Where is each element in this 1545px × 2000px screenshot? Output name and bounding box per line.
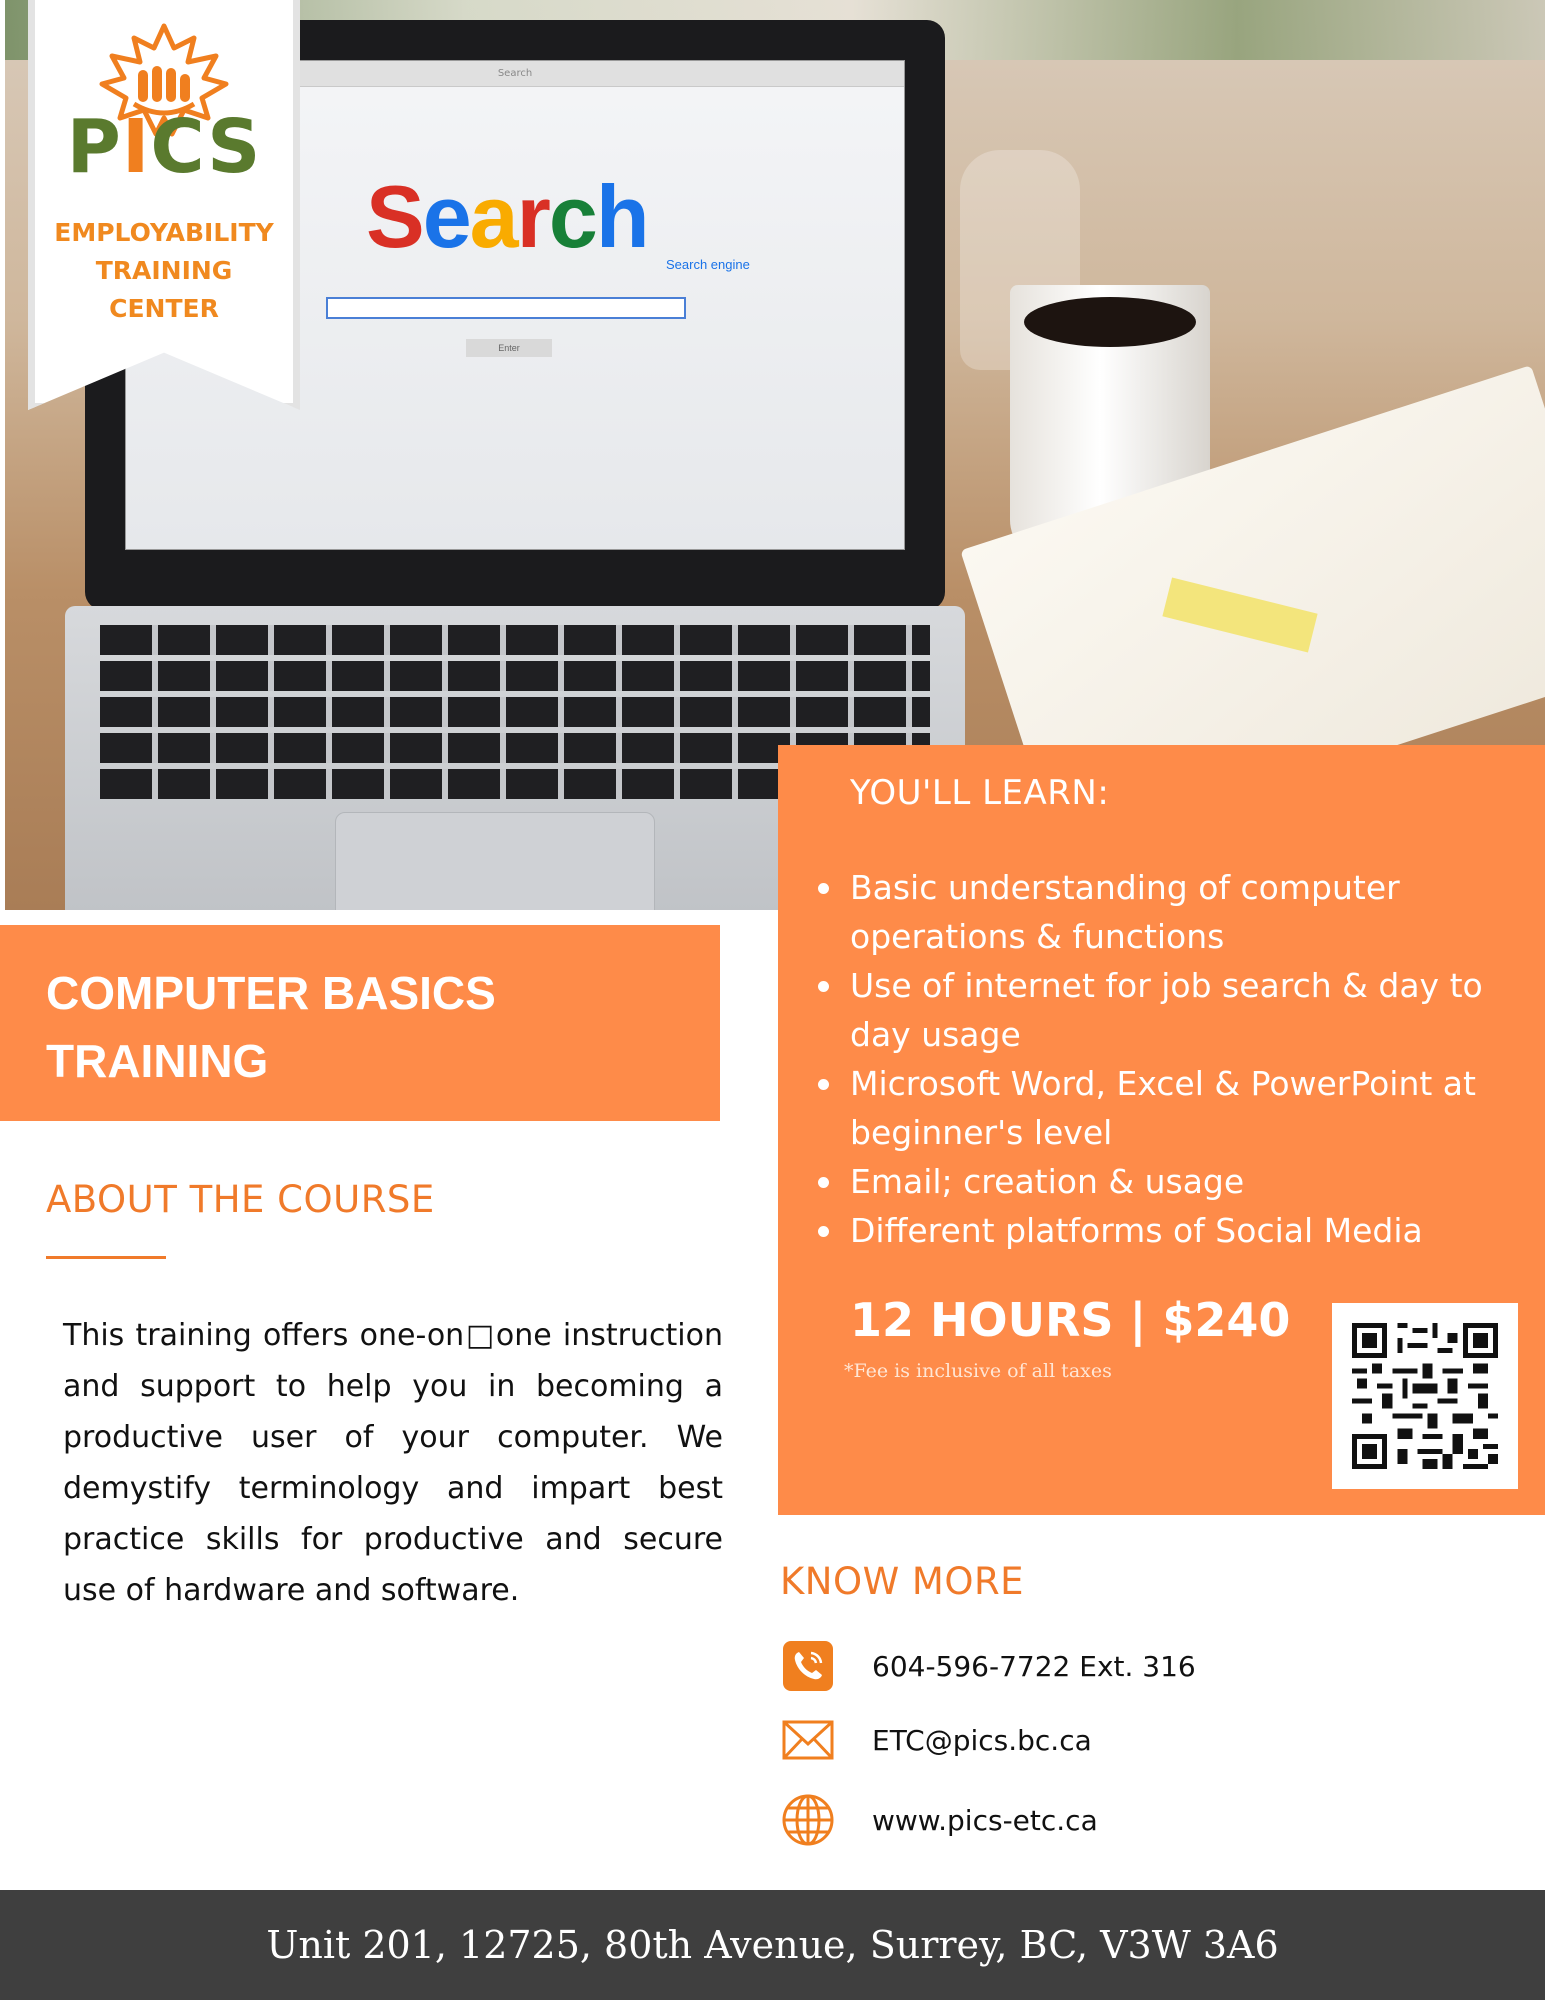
about-heading: ABOUT THE COURSE (46, 1178, 435, 1221)
envelope-icon (780, 1712, 836, 1768)
screen-search-box (326, 297, 686, 319)
qr-code-icon (1352, 1323, 1498, 1469)
learn-list (850, 863, 1510, 1255)
contact-website[interactable] (780, 1792, 1098, 1848)
trackpad (335, 812, 655, 910)
phone-icon (780, 1638, 836, 1694)
search-subtitle: Search engine (666, 257, 750, 272)
course-title-line-2: TRAINING (46, 1035, 269, 1087)
footer-address: Unit 201, 12725, 80th Avenue, Surrey, BC, V3W 3A6 (266, 1923, 1279, 1967)
learn-item: Basic understanding of computer operations & functions (850, 863, 1510, 961)
brand-name: PICS (66, 104, 262, 190)
screen-enter-button: Enter (466, 339, 552, 357)
tagline-line-3: CENTER (109, 294, 219, 323)
learn-item: Email; creation & usage (850, 1157, 1510, 1206)
about-body: This training offers one-on□one instruction and support to help you in becoming a productive user of your computer. We demystify terminology and impart best practice skills for productive and secure use of hardware and software. (63, 1318, 723, 1608)
contact-phone[interactable] (780, 1638, 1196, 1694)
course-title (46, 959, 686, 1095)
tagline-line-1: EMPLOYABILITY (54, 218, 274, 247)
learn-heading: YOU'LL LEARN: (850, 773, 1110, 813)
course-title-banner (0, 925, 720, 1121)
tagline-line-2: TRAINING (95, 256, 233, 285)
email-address: ETC@pics.bc.ca (872, 1723, 1092, 1757)
brand-tagline (28, 214, 300, 328)
learn-item: Microsoft Word, Excel & PowerPoint at beginner's level (850, 1059, 1510, 1157)
about-divider (46, 1256, 166, 1259)
price-label: 12 HOURS | $240 (850, 1293, 1291, 1347)
learn-item: Use of internet for job search & day to day usage (850, 961, 1510, 1059)
learn-panel (778, 745, 1545, 1515)
browser-tab: Search (126, 61, 904, 87)
globe-icon (780, 1792, 836, 1848)
footer (0, 1890, 1545, 2000)
qr-code[interactable] (1332, 1303, 1518, 1489)
search-logo: Search (366, 167, 648, 266)
fee-note: *Fee is inclusive of all taxes (844, 1360, 1112, 1382)
know-more-heading: KNOW MORE (780, 1560, 1025, 1603)
learn-item: Different platforms of Social Media (850, 1206, 1510, 1255)
website-url: www.pics-etc.ca (872, 1803, 1098, 1837)
course-title-line-1: COMPUTER BASICS (46, 967, 496, 1019)
logo (28, 0, 300, 400)
contact-email[interactable] (780, 1712, 1092, 1768)
phone-number: 604-596-7722 Ext. 316 (872, 1649, 1196, 1683)
